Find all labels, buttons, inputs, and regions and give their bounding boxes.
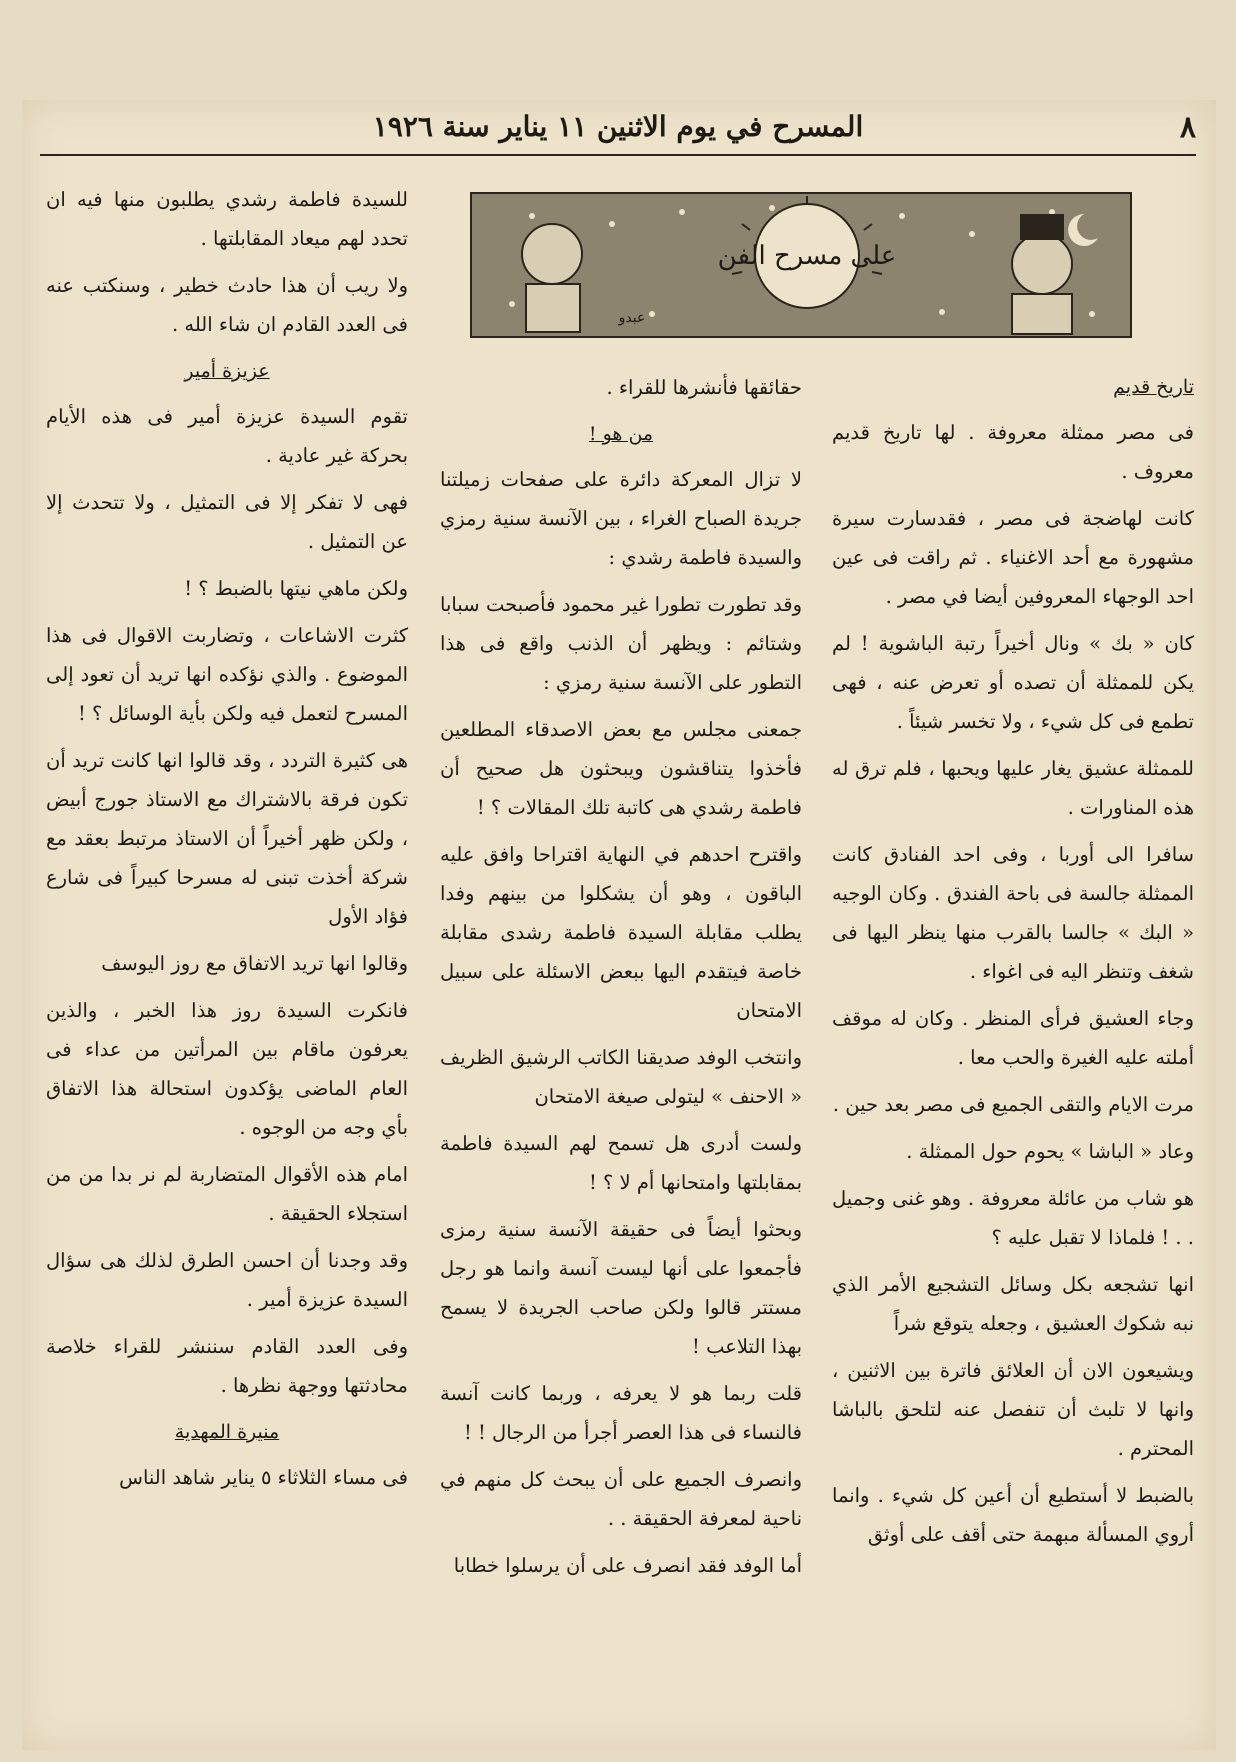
paragraph: كان « بك » ونال أخيراً رتبة الباشوية ! لم يكن للممثلة أن تصده أو تعرض عنه ، فهى تطمع فى كل شيء ، ولا تخسر شيئاً . xyxy=(832,632,1194,733)
paragraph: تقوم السيدة عزيزة أمير فى هذه الأيام بحركة غير عادية . xyxy=(46,405,408,467)
paragraph: وقالوا انها تريد الاتفاق مع روز اليوسف xyxy=(101,952,408,975)
page-number: ٨ xyxy=(1179,110,1196,145)
paragraph: ولا ريب أن هذا حادث خطير ، وسنكتب عنه فى العدد القادم ان شاء الله . xyxy=(46,274,408,336)
paragraph: وقد تطورت تطورا غير محمود فأصبحت سبابا وشتائم : ويظهر أن الذنب واقع فى هذا التطور على الآنسة سنية رمزي : xyxy=(440,593,802,694)
paragraph: فى مساء الثلاثاء ٥ يناير شاهد الناس xyxy=(119,1466,408,1489)
page-header xyxy=(40,110,1196,156)
section-heading: من هو ! xyxy=(588,423,654,445)
column-banner-illustration xyxy=(470,192,1132,338)
paragraph: وانصرف الجميع على أن يبحث كل منهم في ناحية لمعرفة الحقيقة . . xyxy=(440,1468,802,1530)
paragraph: ويشيعون الان أن العلائق فاترة بين الاثنين ، وانها لا تلبث أن تنفصل عنه لتلحق بالباشا المحترم . xyxy=(832,1359,1194,1460)
banner-drawing xyxy=(472,194,1130,336)
paragraph: وبحثوا أيضاً فى حقيقة الآنسة سنية رمزى فأجمعوا على أنها ليست آنسة وانما هو رجل مستتر قالوا ولكن صاحب الجريدة لا يسمح بهذا التلاعب ! xyxy=(440,1218,802,1358)
section-heading: تاريخ قديم xyxy=(1113,376,1194,398)
paragraph: لا تزال المعركة دائرة على صفحات زميلتنا جريدة الصباح الغراء ، بين الآنسة سنية رمزي والسيدة فاطمة رشدي : xyxy=(440,468,802,569)
paragraph: وفى العدد القادم سننشر للقراء خلاصة محادثتها ووجهة نظرها . xyxy=(46,1335,408,1397)
paragraph: ولكن ماهي نيتها بالضبط ؟ ! xyxy=(184,577,408,600)
paragraph: سافرا الى أوربا ، وفى احد الفنادق كانت الممثلة جالسة فى باحة الفندق . وكان الوجيه « البك » جالسا بالقرب منها ينظر اليها فى شغف وتنظر اليه فى اغواء . xyxy=(832,843,1194,983)
paragraph: للسيدة فاطمة رشدي يطلبون منها فيه ان تحدد لهم ميعاد المقابلتها . xyxy=(46,188,408,250)
banner-title: على مسرح الفن xyxy=(717,241,897,271)
article-column-left xyxy=(46,180,408,1505)
paragraph: وجاء العشيق فرأى المنظر . وكان له موقف أملته عليه الغيرة والحب معا . xyxy=(832,1007,1194,1069)
paragraph: بالضبط لا أستطيع أن أعين كل شيء . وانما أروي المسألة مبهمة حتى أقف على أوثق xyxy=(832,1484,1194,1546)
paragraph: فانكرت السيدة روز هذا الخبر ، والذين يعرفون ماقام بين المرأتين من عداء فى العام الماضى يؤكدون استحالة هذا الاتفاق بأي وجه من الوجوه . xyxy=(46,999,408,1139)
paragraph: أما الوفد فقد انصرف على أن يرسلوا خطابا xyxy=(453,1554,802,1577)
section-heading: منيرة المهدية xyxy=(174,1421,280,1443)
paragraph: امام هذه الأقوال المتضاربة لم نر بدا من من استجلاء الحقيقة . xyxy=(46,1163,408,1225)
page-title: المسرح في يوم الاثنين ١١ يناير سنة ١٩٢٦ xyxy=(372,110,864,143)
article-column-right xyxy=(832,368,1194,1562)
paragraph: فى مصر ممثلة معروفة . لها تاريخ قديم معروف . xyxy=(832,421,1194,483)
banner-signature: عبدو xyxy=(618,310,646,326)
section-heading: عزيزة أمير xyxy=(184,360,270,382)
paragraph: للممثلة عشيق يغار عليها ويحبها ، فلم ترق له هذه المناورات . xyxy=(832,757,1194,819)
paragraph: انها تشجعه بكل وسائل التشجيع الأمر الذي نبه شكوك العشيق ، وجعله يتوقع شراً xyxy=(832,1273,1194,1335)
paragraph: وقد وجدنا أن احسن الطرق لذلك هى سؤال السيدة عزيزة أمير . xyxy=(46,1249,408,1311)
paragraph: ولست أدرى هل تسمح لهم السيدة فاطمة بمقابلتها وامتحانها أم لا ؟ ! xyxy=(440,1132,802,1194)
paragraph: وانتخب الوفد صديقنا الكاتب الرشيق الظريف « الاحنف » ليتولى صيغة الامتحان xyxy=(440,1046,802,1108)
paragraph: قلت ربما هو لا يعرفه ، وربما كانت آنسة فالنساء فى هذا العصر أجرأ من الرجال ! ! xyxy=(440,1382,802,1444)
paragraph: كانت لهاضجة فى مصر ، فقدسارت سيرة مشهورة مع أحد الاغنياء . ثم راقت فى عين احد الوجهاء المعروفين أيضا في مصر . xyxy=(832,507,1194,608)
paragraph: هى كثيرة التردد ، وقد قالوا انها كانت تريد أن تكون فرقة بالاشتراك مع الاستاذ جورج أبيض ، ولكن ظهر أخيراً أن الاستاذ مرتبط بعقد مع شركة أخذت تبنى له مسرحا كبيراً فى شارع فؤاد الأول xyxy=(46,749,408,928)
article-column-middle xyxy=(440,368,802,1593)
paragraph: فهى لا تفكر إلا فى التمثيل ، ولا تتحدث إلا عن التمثيل . xyxy=(46,491,408,553)
paragraph: مرت الايام والتقى الجميع فى مصر بعد حين . xyxy=(832,1093,1194,1116)
paragraph: واقترح احدهم في النهاية اقتراحا وافق عليه الباقون ، وهو أن يشكلوا من بينهم وفدا يطلب مقابلة السيدة فاطمة رشدى مقابلة خاصة فيتقدم اليها ببعض الاسئلة على سبيل الامتحان xyxy=(440,843,802,1022)
paragraph: جمعنى مجلس مع بعض الاصدقاء المطلعين فأخذوا يتناقشون ويبحثون هل صحيح أن فاطمة رشدي هى كاتبة تلك المقالات ؟ ! xyxy=(440,718,802,819)
paragraph: هو شاب من عائلة معروفة . وهو غنى وجميل . . ! فلماذا لا تقبل عليه ؟ xyxy=(832,1187,1194,1249)
paragraph: كثرت الاشاعات ، وتضاربت الاقوال فى هذا الموضوع . والذي نؤكده انها تريد أن تعود إلى المسرح لتعمل فيه ولكن بأية الوسائل ؟ ! xyxy=(46,624,408,725)
paragraph: وعاد « الباشا » يحوم حول الممثلة . xyxy=(906,1140,1194,1163)
paragraph: حقائقها فأنشرها للقراء . xyxy=(606,376,802,399)
